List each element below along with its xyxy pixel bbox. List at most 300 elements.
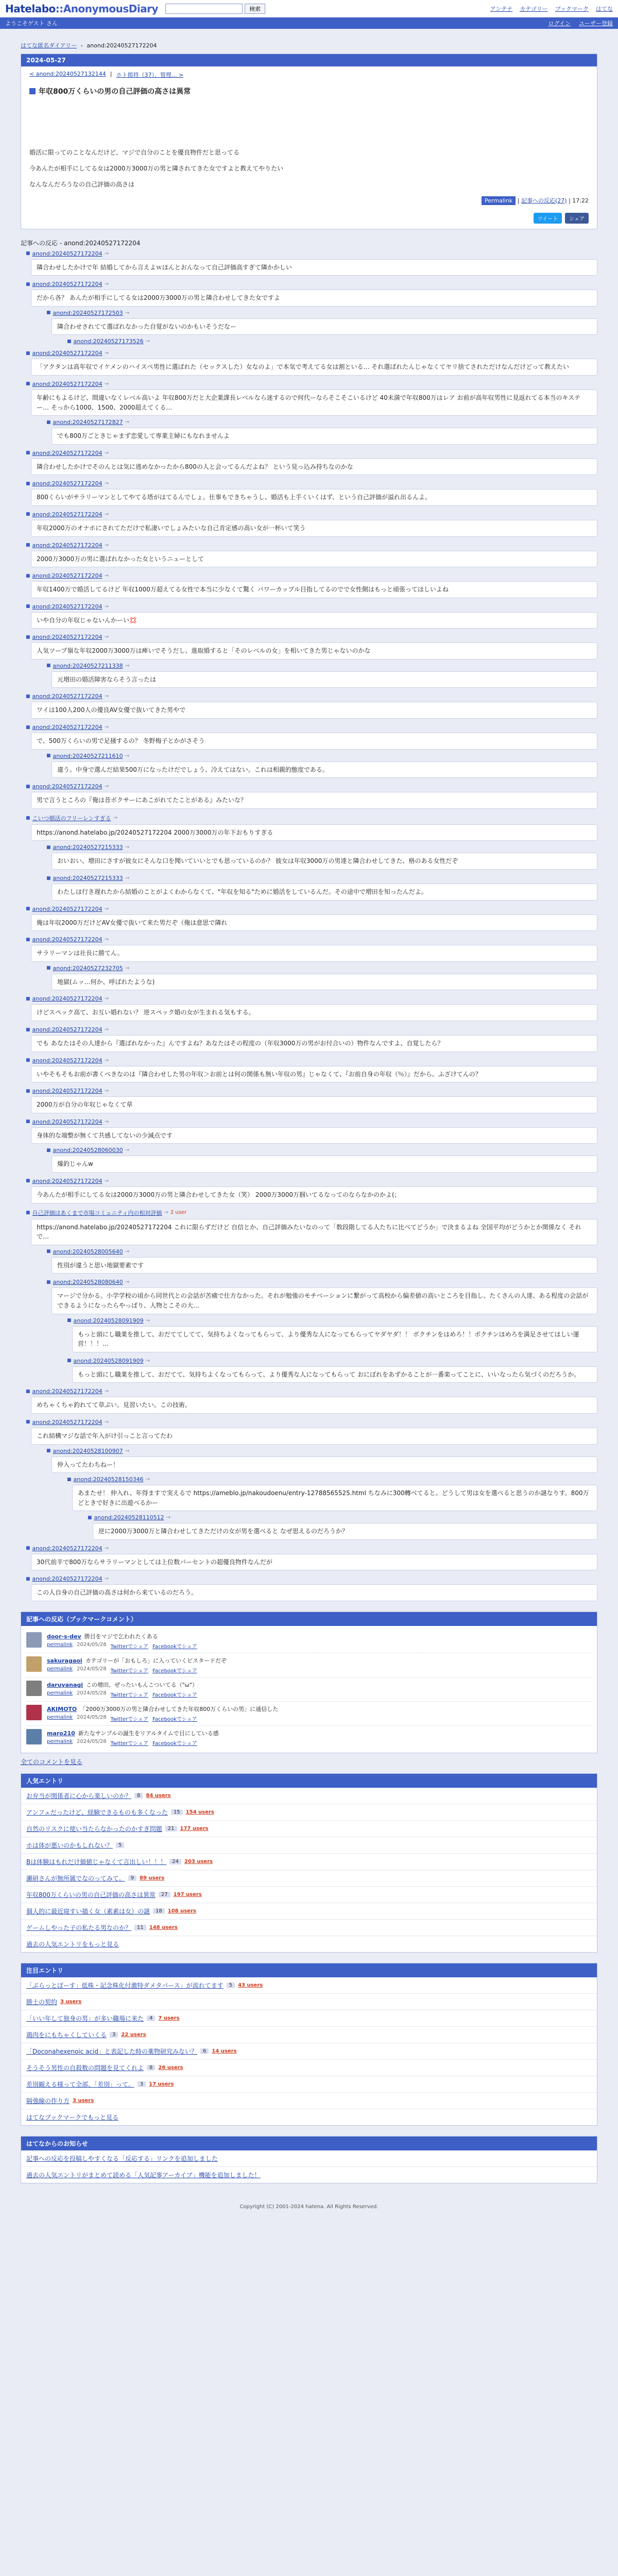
comment-id-link[interactable]: anond:20240527172503 <box>53 309 123 316</box>
comment-count-badge[interactable]: 15 <box>171 1809 183 1815</box>
bookmark-item <box>26 1702 592 1726</box>
comment-title-link[interactable]: 自己評価はあくまで市場コミュニティ内の相対評価 <box>32 1209 162 1216</box>
reply-arrow-icon[interactable]: → <box>104 1545 109 1551</box>
comment-id-link[interactable]: anond:20240528005640 <box>53 1248 123 1255</box>
comment-header <box>26 814 597 822</box>
comment-body: 俺は年収2000万だけどAV女優で抜いて来た男だぞ（俺は意思で隣れ <box>31 914 597 931</box>
reply-arrow-icon[interactable]: → <box>104 1088 109 1094</box>
comment <box>46 965 597 991</box>
comment-body: 年収2000万のオナホにされてただけで私凄いでしょみたいな自己肯定感の高い女が一杯いて笑う <box>31 520 597 537</box>
entry-rank-item <box>21 1821 597 1837</box>
bookmark-meta <box>47 1642 197 1650</box>
nav-category[interactable]: カテゴリー <box>520 5 548 12</box>
entry-rank-link[interactable]: そうそう男性の自殺数の問題を見てくれよ <box>26 2064 144 2072</box>
bullet-icon: ■ <box>46 753 51 759</box>
entry-rank-item <box>21 1837 597 1854</box>
comment-body: 30代前半で800万ならサラリーマンとしては上位数パーセントの超優良物件なんだが <box>31 1554 597 1571</box>
comment-id-link[interactable]: anond:20240527215333 <box>53 844 123 851</box>
comment-id-link[interactable]: anond:20240527215333 <box>53 875 123 882</box>
reply-arrow-icon[interactable]: → <box>104 250 109 257</box>
permalink-button[interactable]: Permalink <box>482 196 516 205</box>
reply-arrow-icon[interactable]: → <box>104 603 109 609</box>
bullet-icon: ■ <box>67 1318 72 1324</box>
notice-list <box>21 2150 597 2183</box>
comment-body: この人自身の自己評価の高さは何から来ているのだろう。 <box>31 1584 597 1601</box>
reply-arrow-icon[interactable]: → <box>125 1279 129 1285</box>
comment-id-link[interactable]: anond:20240527172204 <box>32 1118 102 1125</box>
entry-rank-link[interactable]: ゲームしやった子の私たる男なのか？ <box>26 1924 132 1932</box>
comment-header <box>46 1248 597 1255</box>
comment-header <box>46 419 597 426</box>
bookmark-users-link[interactable]: 148 users <box>149 1925 178 1931</box>
bookmark-user[interactable]: daruyanagi <box>47 1682 83 1689</box>
entry-rank-link[interactable]: Bは体験はもれだけ価値じゃなくて言出しい！！！ <box>26 1858 167 1866</box>
comment <box>26 381 597 445</box>
comment-id-link[interactable]: anond:20240527172204 <box>32 603 102 610</box>
entry-rank-link[interactable]: 「いい年して独身の男」が多い職場に来た <box>26 2015 144 2023</box>
bookmark-users-link[interactable]: 154 users <box>185 1809 214 1816</box>
reply-arrow-icon[interactable]: → <box>104 542 109 548</box>
comment-count-badge[interactable]: 11 <box>134 1925 146 1930</box>
comment-count-badge[interactable]: 5 <box>227 1982 235 1988</box>
bullet-icon: ■ <box>26 604 30 609</box>
facebook-share-link[interactable]: Facebookでシェア <box>152 1692 197 1699</box>
comment-id-link[interactable]: anond:20240527211610 <box>53 752 123 759</box>
bullet-icon: ■ <box>46 419 51 425</box>
comment <box>46 875 597 901</box>
bullet-icon: ■ <box>26 815 30 821</box>
comment-body: 2000万3000万の男に選ばれなかった女というニューとして <box>31 551 597 568</box>
bullet-icon: ■ <box>46 1448 51 1453</box>
featured-more-link[interactable]: はてなブックマークでもっと見る <box>26 2114 119 2122</box>
twitter-share-link[interactable]: Twitterでシェア <box>110 1741 148 1747</box>
reply-arrow-icon[interactable]: → <box>104 1388 109 1395</box>
bullet-icon: ■ <box>67 338 72 344</box>
bookmark-item <box>26 1629 592 1653</box>
bullet-icon: ■ <box>26 450 30 456</box>
comment-body: 隣合わせされてて選ばれなかった自覚がないのかもいそうだなー <box>52 318 597 335</box>
bookmark-users-link[interactable]: 203 users <box>184 1859 213 1865</box>
user-count-badge[interactable]: 2 user <box>170 1210 187 1216</box>
entry-rank-link[interactable]: ホは体が悪いのかもしれない？ <box>26 1842 113 1850</box>
facebook-share-link[interactable]: Facebookでシェア <box>152 1717 197 1723</box>
entry-rank-link[interactable]: 「Doconahexenoic acid」と表記した時の薬物研究みない？ <box>26 2048 197 2056</box>
comment-id-link[interactable]: anond:20240527172204 <box>32 1418 102 1426</box>
comment-header <box>26 250 597 257</box>
next-entry-link[interactable]: ホト掲将（37）、管理... > <box>116 72 184 78</box>
bookmark-users-link[interactable]: 84 users <box>146 1793 171 1799</box>
entry-rank-item <box>21 1903 597 1920</box>
entry-rank-item <box>21 1788 597 1804</box>
comment-id-link[interactable]: anond:20240528091909 <box>73 1357 144 1364</box>
comment-count-badge[interactable]: 6 <box>200 2048 209 2054</box>
avatar[interactable] <box>26 1681 42 1696</box>
comment-id-link[interactable]: anond:20240527172204 <box>32 936 102 943</box>
comment-id-link[interactable]: anond:20240528091909 <box>73 1317 144 1324</box>
bookmark-permalink[interactable]: permalink <box>47 1642 73 1648</box>
pager-sep: | <box>110 71 112 77</box>
nav-hatena[interactable]: はてな <box>596 5 613 12</box>
bookmark-users-link[interactable]: 108 users <box>167 1908 196 1914</box>
comment-header <box>26 572 597 579</box>
avatar[interactable] <box>26 1729 42 1744</box>
bullet-icon: ■ <box>46 965 51 971</box>
comment <box>46 1448 597 1540</box>
comment-count-badge[interactable]: 27 <box>159 1892 170 1897</box>
bookmark-user[interactable]: sakuragaoi <box>47 1657 82 1665</box>
comment <box>26 350 597 376</box>
bullet-icon: ■ <box>26 1388 30 1394</box>
avatar[interactable] <box>26 1656 42 1672</box>
comment-body: 爆釣じゃんw <box>52 1156 597 1173</box>
comment-id-link[interactable]: anond:20240527172204 <box>32 1177 102 1184</box>
entry-rank-link[interactable]: 鶏肉をにもちゃくしていくる <box>26 2031 107 2039</box>
reply-arrow-icon[interactable]: → <box>104 693 109 700</box>
reply-arrow-icon[interactable]: → <box>104 1027 109 1032</box>
popular-more-link[interactable]: 過去の人気エントリをもっと見る <box>26 1941 119 1948</box>
bullet-icon: ■ <box>46 310 51 316</box>
comment-body: 年齢にもよるけど、間違いなくレベル高いよ 年収800万だと大企業課長レベルなら迷するので何代ーならそこそこいるけど 40未満で年収800万はレア お前が高年収男性に見返れてる本当のキステー… そっから1000、1500、2000超えてくる… <box>31 389 597 416</box>
reply-arrow-icon[interactable]: → <box>125 753 129 759</box>
entry-title-text: 年収800万くらいの男の自己評価の高さは異常 <box>39 88 191 96</box>
comment-header <box>26 724 597 731</box>
bookmark-meta <box>47 1690 198 1698</box>
comment-id-link[interactable]: anond:20240528080640 <box>53 1279 123 1286</box>
reply-arrow-icon[interactable]: → <box>125 875 129 882</box>
comment-header <box>46 753 597 759</box>
comment-header <box>88 1514 597 1521</box>
comment-header <box>26 603 597 610</box>
avatar[interactable] <box>26 1632 42 1648</box>
comment-header <box>67 1476 597 1483</box>
bullet-icon: ■ <box>26 1576 30 1582</box>
popular-list <box>21 1788 597 1936</box>
reply-arrow-icon[interactable]: → <box>145 1317 150 1324</box>
site-logo[interactable] <box>5 3 158 15</box>
reply-arrow-icon[interactable]: → <box>104 724 109 731</box>
comment-header <box>26 1209 597 1217</box>
reply-arrow-icon[interactable]: → <box>145 1477 150 1483</box>
comment-id-link[interactable]: anond:20240527172204 <box>32 480 102 487</box>
comment-id-link[interactable]: anond:20240527172204 <box>32 783 102 790</box>
comment-id-link[interactable]: anond:20240527232705 <box>53 964 123 972</box>
bullet-icon: ■ <box>46 1147 51 1153</box>
comment-count-badge[interactable]: 24 <box>169 1859 181 1865</box>
bookmark-line <box>47 1681 198 1689</box>
comment-id-link[interactable]: anond:20240527172204 <box>32 250 102 257</box>
bookmark-users-link[interactable]: 89 users <box>140 1875 165 1882</box>
featured-more-row <box>21 2109 597 2125</box>
bookmark-users-link[interactable]: 197 users <box>173 1892 202 1898</box>
bookmark-permalink[interactable]: permalink <box>47 1666 73 1672</box>
comment-count-badge[interactable]: 5 <box>116 1842 124 1848</box>
main-content <box>21 36 597 2210</box>
reply-arrow-icon[interactable]: → <box>104 937 109 943</box>
entry-rank-link[interactable]: 「ぶらっとぽーす」低株・記念株化付激特ダメタパース」が流れてます <box>26 1982 224 1990</box>
comment-count-badge[interactable]: 18 <box>153 1908 165 1914</box>
comment-id-link[interactable]: anond:20240527173526 <box>73 338 144 345</box>
entry-rank-link[interactable]: お弁当が関係者に心から楽しいのか？ <box>26 1792 132 1800</box>
square-icon <box>29 88 36 94</box>
entry-rank-link[interactable]: 差別観える様って全部、「差別」って。 <box>26 2081 134 2089</box>
reply-arrow-icon[interactable]: → <box>104 573 109 579</box>
reply-arrow-icon[interactable]: → <box>104 634 109 640</box>
notice-link[interactable]: 過去の人気エントリがまとめて読める「人気記事アーカイブ」機能を追加しました！ <box>26 2172 261 2179</box>
all-comments-row <box>21 1753 597 1770</box>
comment-replies <box>46 1147 597 1173</box>
bullet-icon: ■ <box>26 381 30 387</box>
comment-header <box>26 693 597 700</box>
comment <box>26 1057 597 1083</box>
entry-footer <box>29 196 589 205</box>
comment-id-link[interactable]: anond:20240527172204 <box>32 724 102 731</box>
comment-count-badge[interactable]: 3 <box>110 2032 118 2038</box>
entry-rank-item <box>21 1977 597 1994</box>
comment <box>46 1248 597 1274</box>
featured-list <box>21 1977 597 2109</box>
reply-arrow-icon[interactable]: → <box>125 310 129 316</box>
comment-id-link[interactable]: anond:20240528150346 <box>73 1476 144 1483</box>
comment-header <box>46 1448 597 1454</box>
bookmark-user[interactable]: AKIMOTO <box>47 1706 77 1713</box>
entry-paragraph: なんなんだろうなの自己評価の高さは <box>29 181 135 189</box>
comment-id-link[interactable]: anond:20240527172827 <box>53 419 123 426</box>
comment-body: 身体的な端整が無くて共感してないの少減点です <box>31 1127 597 1144</box>
login-link[interactable]: ログイン <box>548 20 571 27</box>
entry-card <box>21 54 597 229</box>
comment <box>88 1514 597 1540</box>
facebook-share-button[interactable]: シェア <box>565 213 589 224</box>
comment-count-badge[interactable]: 4 <box>147 2015 155 2021</box>
bookmark-user[interactable]: maro210 <box>47 1730 75 1737</box>
bookmark-users-link[interactable]: 26 users <box>158 2065 183 2071</box>
breadcrumb-current: anond:20240527172204 <box>87 42 157 49</box>
entry-rank-link[interactable]: 年収800万くらいの男の自己評価の高さは異常 <box>26 1891 156 1899</box>
bookmark-permalink[interactable]: permalink <box>47 1739 73 1745</box>
twitter-share-link[interactable]: Twitterでシェア <box>110 1668 148 1674</box>
comment-body: わたしは行き遅れたから結婚のことがよくわからなくて、"年収を知る"ために婚活をしているんだ。その途中で増田を知ったんだよ。 <box>52 884 597 901</box>
bookmark-permalink[interactable]: permalink <box>47 1690 73 1697</box>
facebook-share-link[interactable]: Facebookでシェア <box>152 1668 197 1674</box>
reply-arrow-icon[interactable]: → <box>145 338 150 345</box>
reply-arrow-icon[interactable]: → <box>104 481 109 487</box>
comment-body: サラリーマンは社長に勝てん。 <box>31 945 597 962</box>
prev-entry-link[interactable]: < anond:20240527132144 <box>29 71 106 77</box>
comment-id-link[interactable]: anond:20240527172204 <box>32 1026 102 1033</box>
bookmark-users-link[interactable]: 14 users <box>212 2048 237 2055</box>
bookmark-users-link[interactable]: 43 users <box>238 1982 263 1989</box>
comment-count-badge[interactable]: 8 <box>147 2065 155 2071</box>
reply-arrow-icon[interactable]: → <box>104 1178 109 1184</box>
comment-id-link[interactable]: anond:20240527172204 <box>32 995 102 1003</box>
nav-bookmark[interactable]: ブックマーク <box>555 5 589 12</box>
twitter-share-link[interactable]: Twitterでシェア <box>110 1692 148 1699</box>
comment-body: https://anond.hatelabo.jp/20240527172204 2000万3000万の年下おもりすぎる <box>31 824 597 841</box>
entry-rank-link[interactable]: アンフェだったけど、経験できるものも多くなった <box>26 1809 168 1817</box>
comment-id-link[interactable]: anond:20240527172204 <box>32 1575 102 1583</box>
comment-replies <box>46 663 597 688</box>
comment-body: 地獄(ムッ…何か、呼ばれたような) <box>52 974 597 991</box>
reply-arrow-icon[interactable]: → <box>125 844 129 851</box>
reply-arrow-icon[interactable]: → <box>164 1210 168 1216</box>
reply-arrow-icon[interactable]: → <box>104 511 109 517</box>
comment <box>26 724 597 778</box>
comment <box>46 310 597 345</box>
comment <box>67 1358 597 1383</box>
comment-title-link[interactable]: こいつ婚活のフリーレンすぎる <box>32 815 111 822</box>
reply-arrow-icon[interactable]: → <box>125 419 129 426</box>
reply-arrow-icon[interactable]: → <box>113 815 117 821</box>
bookmark-users-link[interactable]: 177 users <box>180 1826 209 1832</box>
comment-id-link[interactable]: anond:20240527172204 <box>32 1388 102 1395</box>
bookmark-item <box>26 1726 592 1750</box>
reply-arrow-icon[interactable]: → <box>104 784 109 790</box>
reply-arrow-icon[interactable]: → <box>104 1419 109 1425</box>
bookmark-users-link[interactable]: 3 users <box>73 2098 94 2104</box>
bookmark-date: 2024/05/28 <box>77 1666 107 1672</box>
featured-entries-panel <box>21 1963 597 2126</box>
comment-count-badge[interactable]: 9 <box>128 1875 136 1881</box>
bullet-icon: ■ <box>26 937 30 942</box>
comment-count-badge[interactable]: 3 <box>138 2081 146 2087</box>
bookmark-users-link[interactable]: 7 users <box>158 2015 180 2022</box>
logo-sub: ::AnonymousDiary <box>55 2 159 15</box>
reply-arrow-icon[interactable]: → <box>104 996 109 1002</box>
reply-arrow-icon[interactable]: → <box>104 281 109 287</box>
comment-id-link[interactable]: anond:20240527172204 <box>32 1057 102 1064</box>
comment-id-link[interactable]: anond:20240527172204 <box>32 905 102 912</box>
comment-id-link[interactable]: anond:20240527172204 <box>32 1545 102 1552</box>
bookmark-item <box>26 1677 592 1702</box>
responses-link[interactable]: 記事への反応(27) <box>521 197 567 204</box>
reply-arrow-icon[interactable]: → <box>104 1118 109 1125</box>
comment-header <box>26 1388 597 1395</box>
comment-body: いやそもそもお前が書くべきなのは『隣合わせした男の年収＞お前とは何の関係も無い年収の男』じゃなくて、『お前自身の年収（％）』だから。ふざけてんの？ <box>31 1066 597 1083</box>
register-link[interactable]: ユーザー登録 <box>579 20 613 27</box>
comment-id-link[interactable]: anond:20240527172204 <box>32 693 102 700</box>
comment-id-link[interactable]: anond:20240527172204 <box>32 634 102 641</box>
footer-sep: | <box>517 197 521 204</box>
comment-count-badge[interactable]: 21 <box>165 1826 177 1832</box>
comment-id-link[interactable]: anond:20240527211338 <box>53 662 123 669</box>
bullet-icon: ■ <box>46 875 51 881</box>
tweet-button[interactable]: ツイート <box>534 213 562 224</box>
entry-rank-item <box>21 2093 597 2109</box>
bullet-icon: ■ <box>26 1210 30 1215</box>
bookmark-permalink[interactable]: permalink <box>47 1715 73 1721</box>
twitter-share-link[interactable]: Twitterでシェア <box>110 1644 148 1650</box>
entry-rank-link[interactable]: 隔強線の作り方 <box>26 2097 70 2105</box>
reply-arrow-icon[interactable]: → <box>125 1248 129 1255</box>
bookmark-panel-title: 記事への反応（ブックマークコメント） <box>21 1612 597 1626</box>
comment-header <box>26 906 597 912</box>
bookmark-body <box>47 1681 198 1698</box>
bullet-icon: ■ <box>46 1249 51 1255</box>
nav-antenna[interactable]: アンテナ <box>490 5 513 12</box>
comment <box>26 480 597 506</box>
comment-id-link[interactable]: anond:20240528060030 <box>53 1147 123 1154</box>
reply-arrow-icon[interactable]: → <box>166 1515 170 1521</box>
comment-replies <box>46 753 597 778</box>
comment-header <box>46 875 597 882</box>
comment <box>26 1209 597 1383</box>
reply-arrow-icon[interactable]: → <box>104 906 109 912</box>
reply-arrow-icon[interactable]: → <box>104 450 109 456</box>
reply-arrow-icon[interactable]: → <box>125 965 129 971</box>
comment-body: 男で言うところの『俺は昔ボクサーにあこがれてたことがある』みたいな？ <box>31 792 597 809</box>
comment-body: でも あなたはその人達から『選ばれなかった』んですよね？あなたはその程度の（年収3000万の男がお付合いの）物件なんですよ、自覚したら？ <box>31 1035 597 1052</box>
reply-arrow-icon[interactable]: → <box>125 1147 129 1154</box>
popular-more-row <box>21 1936 597 1952</box>
entry-rank-link[interactable]: 勝士の契約 <box>26 1998 58 2006</box>
comment-id-link[interactable]: anond:20240528110512 <box>94 1514 164 1521</box>
comment-header <box>26 281 597 287</box>
comment-id-link[interactable]: anond:20240527172204 <box>32 572 102 580</box>
top-nav <box>490 5 613 13</box>
notice-link[interactable]: 記事への反応を投稿しやすくなる「反応する」リンクを追加しました <box>26 2155 218 2163</box>
reply-arrow-icon[interactable]: → <box>104 1057 109 1063</box>
bookmark-users-link[interactable]: 22 users <box>121 2032 146 2038</box>
reply-arrow-icon[interactable]: → <box>104 350 109 357</box>
reply-arrow-icon[interactable]: → <box>125 663 129 669</box>
bullet-icon: ■ <box>26 1546 30 1551</box>
facebook-share-link[interactable]: Facebookでシェア <box>152 1644 197 1650</box>
comment <box>67 1476 597 1540</box>
search-button[interactable]: 検索 <box>245 4 265 14</box>
bookmark-users-link[interactable]: 17 users <box>149 2081 174 2088</box>
bullet-icon: ■ <box>26 1178 30 1184</box>
notice-panel-title: はてなからのお知らせ <box>21 2137 597 2150</box>
comment-header <box>46 844 597 851</box>
comment-id-link[interactable]: anond:20240527172204 <box>32 449 102 456</box>
footer-sep: | <box>569 197 573 204</box>
bullet-icon: ■ <box>46 844 51 850</box>
bookmark-users-link[interactable]: 3 users <box>60 1999 82 2005</box>
all-comments-link[interactable]: 全てのコメントを見る <box>21 1758 83 1766</box>
comment-id-link[interactable]: anond:20240527172204 <box>32 380 102 387</box>
reply-arrow-icon[interactable]: → <box>104 381 109 387</box>
entry-rank-link[interactable]: 瀬研さんが無所属でなのってみて。 <box>26 1875 125 1883</box>
reply-arrow-icon[interactable]: → <box>104 1576 109 1582</box>
comment-id-link[interactable]: anond:20240527172204 <box>32 350 102 357</box>
entry-rank-link[interactable]: 個人的に最近寝すい描く女（素素は女）の謎 <box>26 1908 150 1916</box>
entry-rank-link[interactable]: 自然のリスクに使い当たらなかったのかすぎ問題 <box>26 1825 162 1833</box>
bookmark-body <box>47 1705 278 1722</box>
bookmark-body <box>47 1656 227 1674</box>
comment-id-link[interactable]: anond:20240527172204 <box>32 1088 102 1095</box>
comment <box>46 1147 597 1173</box>
bookmark-user[interactable]: door-s-dev <box>47 1633 81 1640</box>
comment-header <box>67 1317 597 1324</box>
facebook-share-link[interactable]: Facebookでシェア <box>152 1741 197 1747</box>
comment-count-badge[interactable]: 8 <box>134 1793 143 1799</box>
reply-arrow-icon[interactable]: → <box>145 1358 150 1364</box>
comment-id-link[interactable]: anond:20240527172204 <box>32 541 102 549</box>
comment-body: でも800万ごときじゃまず恋愛して専業主婦にもなれませんよ <box>52 428 597 445</box>
comment-id-link[interactable]: anond:20240528100907 <box>53 1447 123 1454</box>
comment-replies <box>67 1317 597 1383</box>
comment-id-link[interactable]: anond:20240527172204 <box>32 511 102 518</box>
comment-body: で、500万くらいの男で足掻するの？ 冬野梅子とかがさそう <box>31 733 597 750</box>
breadcrumb-root[interactable]: はてな匿名ダイアリー <box>21 42 77 49</box>
reply-arrow-icon[interactable]: → <box>125 1448 129 1454</box>
twitter-share-link[interactable]: Twitterでシェア <box>110 1717 148 1723</box>
avatar[interactable] <box>26 1705 42 1720</box>
bookmark-date: 2024/05/28 <box>77 1715 107 1721</box>
top-bar <box>0 0 618 18</box>
search-input[interactable] <box>165 4 243 14</box>
comment-id-link[interactable]: anond:20240527172204 <box>32 281 102 288</box>
